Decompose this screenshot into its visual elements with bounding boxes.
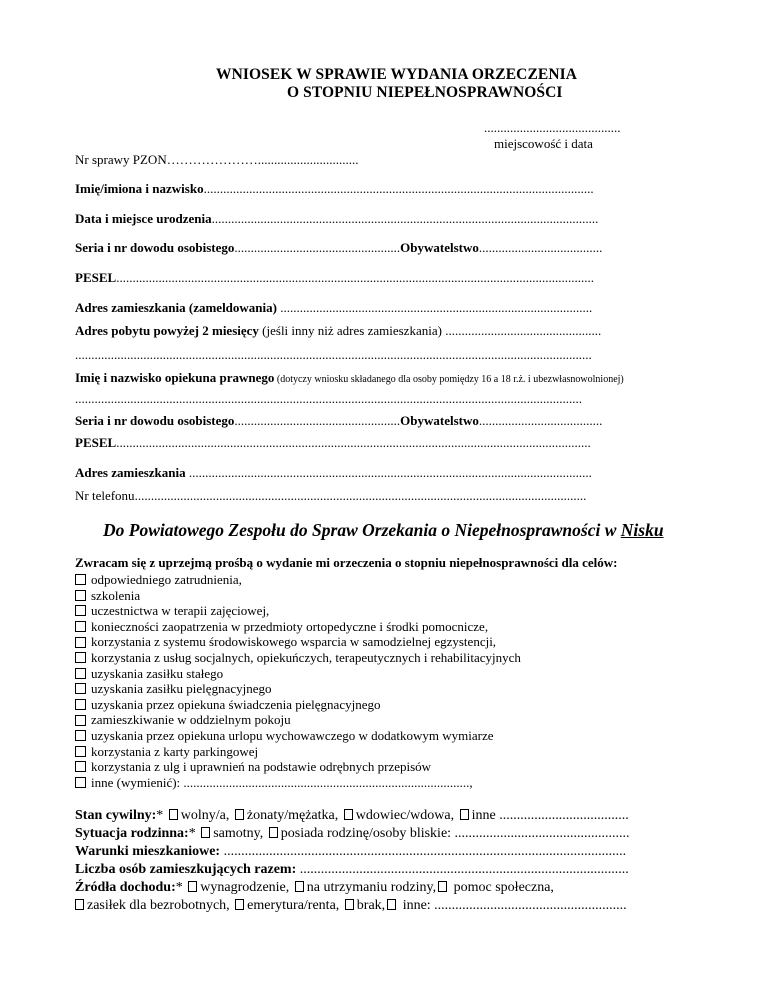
purpose-label: szkolenia bbox=[91, 587, 141, 603]
checkbox[interactable] bbox=[75, 699, 86, 710]
civil-checkbox-widowed[interactable] bbox=[344, 809, 353, 820]
civil-status-row bbox=[75, 808, 629, 824]
guardian-pesel-label: PESEL bbox=[75, 435, 117, 450]
purpose-item[interactable] bbox=[75, 728, 521, 744]
guardian-note: (dotyczy wniosku składanego dla osoby pomiędzy 16 a 18 r.ż. i ubezwłasnowolnionej) bbox=[274, 374, 624, 385]
guardian-citizenship-label: Obywatelstwo bbox=[400, 413, 479, 428]
guardian-id-dots: ................................................... bbox=[234, 413, 401, 428]
guardian-citizenship-dots: ...................................... bbox=[478, 413, 603, 428]
purpose-label: uczestnictwa w terapii zajęciowej, bbox=[91, 603, 270, 619]
family-checkbox-relatives[interactable] bbox=[269, 827, 278, 838]
purpose-label: uzyskania zasiłku stałego bbox=[91, 665, 224, 681]
phone-field[interactable] bbox=[75, 488, 586, 504]
case-number-dots: …………………............................... bbox=[166, 152, 359, 167]
purpose-item[interactable] bbox=[75, 681, 521, 697]
form-title-line2: O STOPNIU NIEPEŁNOSPRAWNOŚCI bbox=[287, 84, 563, 101]
income-checkbox-none[interactable] bbox=[345, 899, 354, 910]
stay-address-dots: ................................................ bbox=[445, 323, 602, 338]
place-date-field[interactable]: .......................................... bbox=[484, 120, 621, 135]
checkbox[interactable] bbox=[75, 621, 86, 632]
housing-label: Warunki mieszkaniowe: bbox=[75, 844, 224, 859]
addressee-heading bbox=[103, 520, 664, 541]
id-label: Seria i nr dowodu osobistego bbox=[75, 240, 235, 255]
stay-address-field[interactable] bbox=[75, 323, 601, 339]
guardian-id-label: Seria i nr dowodu osobistego bbox=[75, 413, 235, 428]
purpose-label: korzystania z usług socjalnych, opiekuńczych, terapeutycznych i rehabilitacyjnych bbox=[91, 649, 521, 665]
income-option-salary: wynagrodzenie, bbox=[200, 880, 290, 895]
purpose-item[interactable] bbox=[75, 588, 521, 604]
persons-dots: .............................................................................................. bbox=[299, 862, 629, 877]
checkbox[interactable] bbox=[75, 777, 86, 788]
checkbox[interactable] bbox=[75, 637, 86, 648]
birth-label: Data i miejsce urodzenia bbox=[75, 211, 212, 226]
purpose-item[interactable] bbox=[75, 619, 521, 635]
phone-label: Nr telefonu bbox=[75, 488, 135, 503]
case-number-field[interactable] bbox=[75, 152, 358, 168]
guardian-pesel-field[interactable] bbox=[75, 435, 591, 451]
civil-option-married: żonaty/mężatka, bbox=[246, 808, 339, 823]
purpose-item[interactable] bbox=[75, 697, 521, 713]
civil-option-widowed: wdowiec/wdowa, bbox=[355, 808, 455, 823]
form-title-line1: WNIOSEK W SPRAWIE WYDANIA ORZECZENIA bbox=[216, 66, 578, 83]
checkbox[interactable] bbox=[75, 668, 86, 679]
phone-dots: ........................................................................................................................................... bbox=[134, 488, 587, 503]
purposes-list bbox=[75, 572, 521, 790]
purpose-label: uzyskania przez opiekuna świadczenia pielęgnacyjnego bbox=[91, 696, 381, 712]
stay-address-cont-dots: ............................................................................................................................................................... bbox=[75, 347, 592, 362]
guardian-name-dots: ............................................................................................................................................................ bbox=[75, 391, 582, 406]
pesel-field[interactable] bbox=[75, 270, 594, 286]
civil-checkbox-free[interactable] bbox=[169, 809, 178, 820]
place-date-label: miejscowość i data bbox=[494, 136, 593, 151]
checkbox[interactable] bbox=[75, 590, 86, 601]
purpose-label: konieczności zaopatrzenia w przedmioty ortopedyczne i środki pomocnicze, bbox=[91, 618, 489, 634]
stay-address-continuation[interactable] bbox=[75, 347, 592, 363]
checkbox[interactable] bbox=[75, 605, 86, 616]
guardian-id-citizenship-field[interactable] bbox=[75, 413, 602, 429]
income-option-social: pomoc społeczna, bbox=[453, 880, 554, 895]
income-checkbox-other[interactable] bbox=[387, 899, 396, 910]
addressee-city: Nisku bbox=[620, 520, 664, 540]
purpose-label: uzyskania przez opiekuna urlopu wychowawczego w dodatkowym wymiarze bbox=[91, 727, 494, 743]
citizenship-label: Obywatelstwo bbox=[400, 240, 479, 255]
checkbox[interactable] bbox=[75, 715, 86, 726]
income-star: * bbox=[175, 880, 183, 895]
purpose-item[interactable] bbox=[75, 744, 521, 760]
guardian-label: Imię i nazwisko opiekuna prawnego bbox=[75, 370, 275, 385]
pesel-label: PESEL bbox=[75, 270, 117, 285]
purposes-intro: Zwracam się z uprzejmą prośbą o wydanie mi orzeczenia o stopniu niepełnosprawności dla celów: bbox=[75, 555, 618, 570]
guardian-address-field[interactable] bbox=[75, 465, 592, 481]
civil-status-star: * bbox=[156, 808, 164, 823]
address-field[interactable] bbox=[75, 300, 592, 316]
purpose-item[interactable] bbox=[75, 650, 521, 666]
income-option-other: inne: ....................................................... bbox=[402, 898, 627, 913]
stay-address-label: Adres pobytu powyżej 2 miesięcy bbox=[75, 323, 259, 338]
checkbox[interactable] bbox=[75, 574, 86, 585]
family-label: Sytuacja rodzinna: bbox=[75, 826, 189, 841]
purpose-item[interactable] bbox=[75, 712, 521, 728]
purpose-label: korzystania z systemu środowiskowego wsparcia w samodzielnej egzystencji, bbox=[91, 634, 497, 650]
purpose-item[interactable] bbox=[75, 666, 521, 682]
citizenship-dots: ...................................... bbox=[478, 240, 603, 255]
housing-dots: ................................................................................................................... bbox=[223, 844, 627, 859]
income-row-2 bbox=[75, 898, 627, 914]
income-option-none: brak, bbox=[356, 898, 386, 913]
case-number-label: Nr sprawy PZON bbox=[75, 152, 167, 167]
checkbox[interactable] bbox=[75, 652, 86, 663]
income-option-pension: emerytura/renta, bbox=[247, 898, 340, 913]
family-row bbox=[75, 826, 630, 842]
stay-address-note: (jeśli inny niż adres zamieszkania) bbox=[258, 323, 446, 338]
guardian-name-line[interactable] bbox=[75, 391, 582, 407]
family-option-alone: samotny, bbox=[213, 826, 264, 841]
purpose-label: uzyskania zasiłku pielęgnacyjnego bbox=[91, 681, 272, 697]
civil-checkbox-married[interactable] bbox=[235, 809, 244, 820]
income-label: Źródła dochodu: bbox=[75, 880, 176, 895]
purpose-item[interactable] bbox=[75, 759, 521, 775]
family-checkbox-alone[interactable] bbox=[201, 827, 210, 838]
birth-field[interactable] bbox=[75, 211, 598, 227]
guardian-address-label: Adres zamieszkania bbox=[75, 465, 189, 480]
income-checkbox-salary[interactable] bbox=[188, 881, 197, 892]
name-dots: ........................................................................................................................ bbox=[203, 181, 594, 196]
civil-checkbox-other[interactable] bbox=[460, 809, 469, 820]
family-star: * bbox=[188, 826, 196, 841]
purpose-item[interactable] bbox=[75, 634, 521, 650]
checkbox[interactable] bbox=[75, 730, 86, 741]
purpose-label: korzystania z karty parkingowej bbox=[91, 743, 259, 759]
civil-option-other: inne ..................................... bbox=[471, 808, 629, 823]
income-row bbox=[75, 880, 554, 896]
guardian-pesel-dots: .................................................................................................................................................. bbox=[116, 435, 591, 450]
checkbox[interactable] bbox=[75, 683, 86, 694]
id-citizenship-field[interactable] bbox=[75, 240, 602, 256]
civil-status-label: Stan cywilny: bbox=[75, 808, 157, 823]
purpose-item[interactable] bbox=[75, 775, 521, 791]
guardian-address-dots: ............................................................................................................................ bbox=[188, 465, 592, 480]
income-checkbox-pension[interactable] bbox=[235, 899, 244, 910]
checkbox[interactable] bbox=[75, 761, 86, 772]
checkbox[interactable] bbox=[75, 746, 86, 757]
purpose-item[interactable] bbox=[75, 603, 521, 619]
addressee-text: Do Powiatowego Zespołu do Spraw Orzekania o Niepełnosprawności w bbox=[103, 520, 621, 540]
income-option-family: na utrzymaniu rodziny, bbox=[306, 880, 437, 895]
civil-option-free: wolny/a, bbox=[180, 808, 230, 823]
birth-dots: ....................................................................................................................... bbox=[211, 211, 599, 226]
id-dots: ................................................... bbox=[234, 240, 401, 255]
persons-label: Liczba osób zamieszkujących razem: bbox=[75, 862, 300, 877]
housing-row[interactable] bbox=[75, 844, 626, 860]
income-option-unemployment: zasiłek dla bezrobotnych, bbox=[87, 898, 230, 913]
address-label: Adres zamieszkania (zameldowania) bbox=[75, 300, 281, 315]
pesel-dots: ................................................................................................................................................... bbox=[116, 270, 594, 285]
purpose-item[interactable] bbox=[75, 572, 521, 588]
income-checkbox-social[interactable] bbox=[438, 881, 447, 892]
name-field[interactable] bbox=[75, 181, 594, 197]
purpose-label: korzystania z ulg i uprawnień na podstawie odrębnych przepisów bbox=[91, 759, 432, 775]
name-label: Imię/imiona i nazwisko bbox=[75, 181, 204, 196]
purpose-label: zamieszkiwanie w oddzielnym pokoju bbox=[91, 712, 291, 728]
purpose-label: inne (wymienić): ........................................................................................, bbox=[91, 774, 473, 790]
address-dots: ................................................................................................ bbox=[280, 300, 593, 315]
guardian-field bbox=[75, 370, 624, 386]
purpose-label: odpowiedniego zatrudnienia, bbox=[91, 572, 242, 587]
income-checkbox-family[interactable] bbox=[295, 881, 304, 892]
persons-row[interactable] bbox=[75, 862, 629, 878]
income-checkbox-unemployment[interactable] bbox=[75, 899, 84, 910]
family-option-relatives: posiada rodzinę/osoby bliskie: .................................................. bbox=[280, 826, 630, 841]
